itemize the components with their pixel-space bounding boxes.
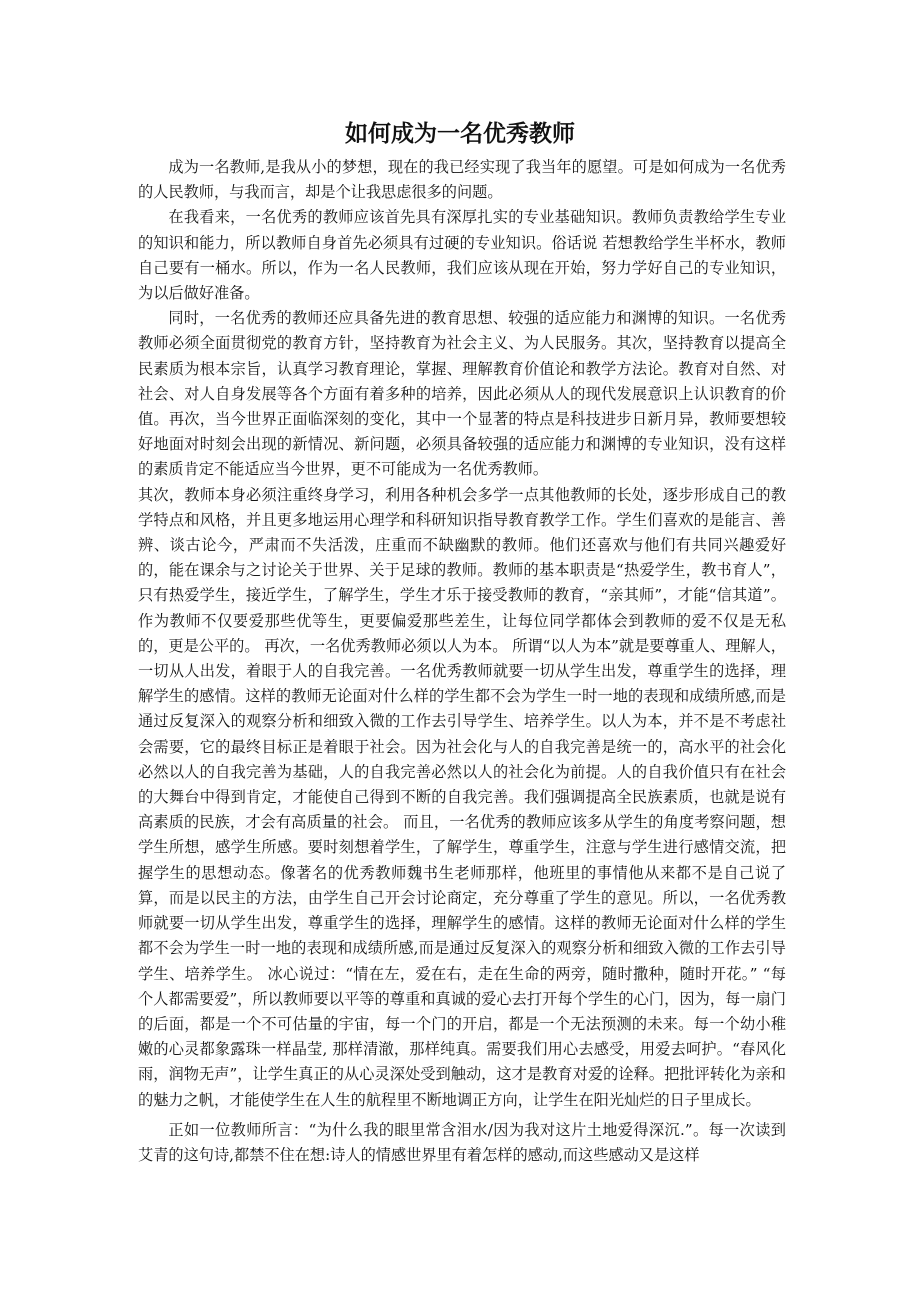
paragraph-4: 其次，教师本身必须注重终身学习，利用各种机会多学一点其他教师的长处，逐步形成自己的教学特点和风格，并且更多地运用心理学和科研知识指导教育教学工作。学生们喜欢的是能言、善辨、谈古论今，严肃而不失活泼，庄重而不缺幽默的教师。他们还喜欢与他们有共同兴趣爱好的，能在课余与之讨论关于世界、关于足球的教师。教师的基本职责是“热爱学生，教书育人”，只有热爱学生，接近学生，了解学生，学生才乐于接受教师的教育，“亲其师”，才能“信其道”。作为教师不仅要爱那些优等生，更要偏爱那些差生，让每位同学都体会到教师的爱不仅是无私的，更是公平的。 再次，一名优秀教师必须以人为本。 所谓“以人为本”就是要尊重人、理解人，一切从人出发，着眼于人的自我完善。一名优秀教师就要一切从学生出发，尊重学生的选择，理解学生的感情。这样的教师无论面对什么样的学生都不会为学生一时一地的表现和成绩所感,而是通过反复深入的观察分析和细致入微的工作去引导学生、培养学生。以人为本，并不是不考虑社会需要，它的最终目标正是着眼于社会。因为社会化与人的自我完善是统一的，高水平的社会化必然以人的自我完善为基础，人的自我完善必然以人的社会化为前提。人的自我价值只有在社会的大舞台中得到肯定，才能使自己得到不断的自我完善。我们强调提高全民族素质，也就是说有高素质的民族，才会有高质量的社会。 而且，一名优秀的教师应该多从学生的角度考察问题，想学生所想，感学生所感。要时刻想着学生，了解学生，尊重学生，注意与学生进行感情交流，把握学生的思想动态。像著名的优秀教师魏书生老师那样，他班里的事情他从来都不是自己说了算，而是以民主的方法，由学生自己开会讨论商定，充分尊重了学生的意见。所以，一名优秀教师就要一切从学生出发，尊重学生的选择，理解学生的感情。这样的教师无论面对什么样的学生都不会为学生一时一地的表现和成绩所感,而是通过反复深入的观察分析和细致入微的工作去引导学生、培养学生。 冰心说过：“情在左，爱在右，走在生命的两旁，随时撒种，随时开花。” “每个人都需要爱”，所以教师要以平等的尊重和真诚的爱心去打开每个学生的心门，因为，每一扇门的后面，都是一个不可估量的宇宙，每一个门的开启，都是一个无法预测的未来。每一个幼小稚嫩的心灵都象露珠一样晶莹, 那样清澈，那样纯真。需要我们用心去感受，用爱去呵护。“春风化雨，润物无声”，让学生真正的从心灵深处受到触动，这才是教育对爱的诠释。把批评转化为亲和的魅力之帆，才能使学生在人生的航程里不断地调正方向，让学生在阳光灿烂的日子里成长。 xyxy=(138,485,786,1109)
paragraph-2: 在我看来，一名优秀的教师应该首先具有深厚扎实的专业基础知识。教师负责教给学生专业的知识和能力，所以教师自身首先必须具有过硬的专业知识。俗话说 若想教给学生半杯水，教师自己要有一桶水。所以，作为一名人民教师，我们应该从现在开始，努力学好自己的专业知识，为以后做好准备。 xyxy=(138,208,786,303)
paragraph-5: 正如一位教师所言：“为什么我的眼里常含泪水/因为我对这片土地爱得深沉.”。每一次读到艾青的这句诗,都禁不住在想:诗人的情感世界里有着怎样的感动,而这些感动又是这样 xyxy=(138,1120,786,1164)
document-title: 如何成为一名优秀教师 xyxy=(345,121,575,147)
paragraph-3: 同时，一名优秀的教师还应具备先进的教育思想、较强的适应能力和渊博的知识。一名优秀教师必须全面贯彻党的教育方针，坚持教育为社会主义、为人民服务。其次，坚持教育以提高全民素质为根本宗旨，认真学习教育理论，掌握、理解教育价值论和教学方法论。教育对自然、对社会、对人自身发展等各个方面有着多种的培养，因此必须从人的现代发展意识上认识教育的价值。再次，当今世界正面临深刻的变化，其中一个显著的特点是科技进步日新月异，教师要想较好地面对时刻会出现的新情况、新问题，必须具备较强的适应能力和渊博的专业知识，没有这样的素质肯定不能适应当今世界，更不可能成为一名优秀教师。 xyxy=(138,309,786,479)
document-body xyxy=(138,155,786,1168)
paragraph-1: 成为一名教师,是我从小的梦想，现在的我已经实现了我当年的愿望。可是如何成为一名优秀的人民教师，与我而言，却是个让我思虑很多的问题。 xyxy=(138,158,786,202)
